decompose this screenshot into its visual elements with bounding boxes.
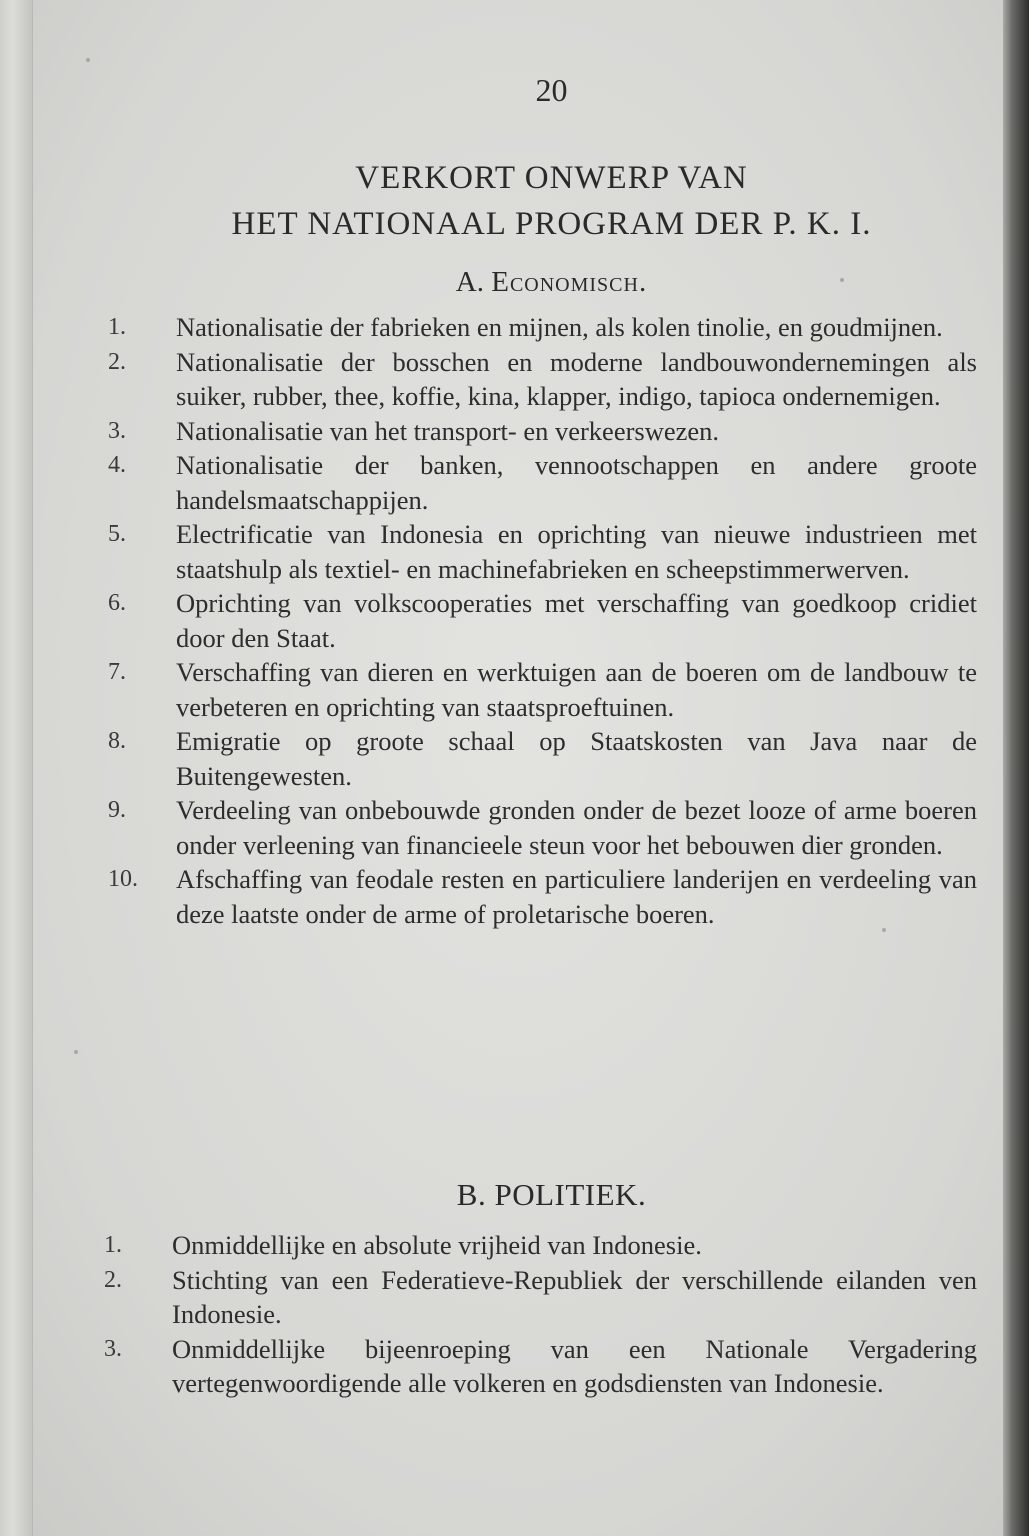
list-item: [0, 448, 1029, 517]
section-b-heading: B. POLITIEK.: [456, 1177, 647, 1212]
section-a-heading: [0, 266, 1029, 299]
item-text: Emigratie op groote schaal op Staatskosten van Java naar de Buitengewesten.: [176, 726, 977, 791]
item-number: 3.: [104, 1335, 122, 1362]
list-item: [0, 414, 1029, 449]
item-number: 2.: [108, 348, 126, 375]
document-title-line-2: HET NATIONAAL PROGRAM DER P. K. I.: [231, 206, 872, 242]
item-number: 4.: [108, 452, 126, 478]
list-item: [0, 345, 1029, 414]
item-text: Electrificatie van Indonesia en oprichting van nieuwe industrieen met staatshulp als textiel- en machinefabrieken en scheepstimmerwerven.: [176, 519, 977, 584]
item-number: 1.: [104, 1232, 122, 1258]
item-text: Onmiddellijke en absolute vrijheid van Indonesie.: [172, 1230, 702, 1260]
section-a-list: [0, 310, 1029, 931]
section-a-word: Economisch.: [491, 266, 648, 298]
section-a-prefix: A.: [455, 266, 484, 298]
item-number: 8.: [108, 728, 126, 754]
item-number: 2.: [104, 1266, 122, 1293]
list-item: [0, 724, 1029, 793]
item-text: Nationalisatie der banken, vennootschappen en andere groote handelsmaatschappijen.: [176, 450, 977, 515]
item-number: 5.: [108, 521, 126, 547]
item-text: Afschaffing van feodale resten en particuliere landerijen en verdeeling van deze laatste onder de arme of proletarische boeren.: [176, 864, 977, 929]
list-item: [0, 862, 1029, 931]
list-item: [0, 1263, 1029, 1332]
item-text: Verschaffing van dieren en werktuigen aan de boeren om de landbouw te verbeteren en oprichting van staatsproeftuinen.: [176, 657, 977, 722]
list-item: [0, 793, 1029, 862]
item-number: 6.: [108, 590, 126, 616]
item-text: Nationalisatie der bosschen en moderne landbouwondernemingen als suiker, rubber, thee, koffie, kina, klapper, indigo, tapioca ondernemigen.: [176, 346, 977, 411]
list-item: [0, 517, 1029, 586]
item-number: 9.: [108, 797, 126, 823]
item-text: Stichting van een Federatieve-Republiek der verschillende eilanden ven Indonesie.: [172, 1264, 977, 1329]
item-number: 3.: [108, 417, 126, 444]
item-number: 10.: [108, 866, 138, 892]
page-number: 20: [535, 72, 568, 108]
section-b-list: [0, 1228, 1029, 1401]
paper-speck: [86, 58, 90, 62]
list-item: [0, 655, 1029, 724]
list-item: [0, 1228, 1029, 1263]
item-text: Oprichting van volkscooperaties met verschaffing van goedkoop cridiet door den Staat.: [176, 588, 977, 653]
item-text: Verdeeling van onbebouwde gronden onder de bezet looze of arme boeren onder verleening van financieele steun voor het bebouwen dier gronden.: [176, 795, 977, 860]
item-text: Nationalisatie van het transport- en verkeerswezen.: [176, 415, 720, 446]
item-number: 1.: [108, 314, 126, 340]
list-item: [0, 1332, 1029, 1401]
document-title-line-1: VERKORT ONWERP VAN: [355, 160, 748, 196]
list-item: [0, 310, 1029, 345]
item-number: 7.: [108, 659, 126, 685]
item-text: Nationalisatie der fabrieken en mijnen, als kolen tinolie, en goudmijnen.: [176, 312, 943, 342]
paper-speck: [74, 1050, 78, 1054]
item-text: Onmiddellijke bijeenroeping van een Nationale Vergadering vertegenwoordigende alle volkeren en godsdiensten van Indonesie.: [172, 1333, 977, 1398]
list-item: [0, 586, 1029, 655]
